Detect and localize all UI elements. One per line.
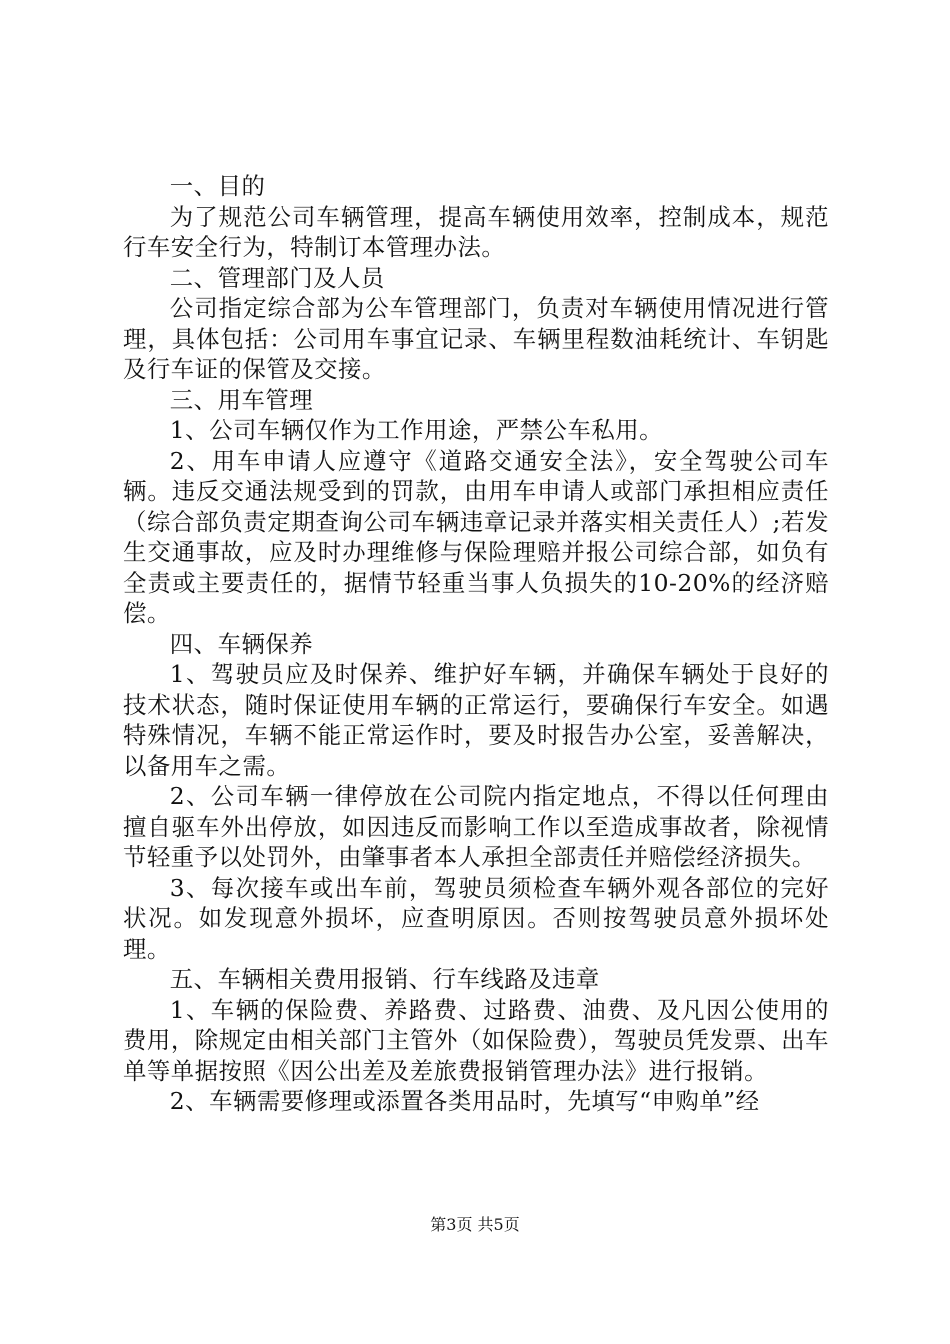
document-body [123,171,829,1117]
paragraph-vehicle-use-1: 1、公司车辆仅作为工作用途，严禁公车私用。 [169,416,663,444]
heading-vehicle-use: 三、用车管理 [169,385,314,414]
paragraph-expenses-2: 2、车辆需要修理或添置各类用品时，先填写“申购单”经 [169,1087,760,1115]
paragraph-purpose: 为了规范公司车辆管理，提高车辆使用效率，控制成本，规范行车安全行为，特制订本管理办法。 [123,202,829,261]
paragraph-management-department: 公司指定综合部为公车管理部门，负责对车辆使用情况进行管理，具体包括：公司用车事宜记录、车辆里程数油耗统计、车钥匙及行车证的保管及交接。 [123,294,829,383]
paragraph-expenses-1: 1、车辆的保险费、养路费、过路费、油费、及凡因公使用的费用，除规定由相关部门主管外（如保险费），驾驶员凭发票、出车单等单据按照《因公出差及差旅费报销管理办法》进行报销。 [123,995,829,1085]
paragraph-vehicle-use-2: 2、用车申请人应遵守《道路交通安全法》，安全驾驶公司车辆。违反交通法规受到的罚款，由用车申请人或部门承担相应责任（综合部负责定期查询公司车辆违章记录并落实相关责任人）;若发生交通事故，应及时办理维修与保险理赔并报公司综合部，如负有全责或主要责任的，据情节轻重当事人负损失的10-20%的经济赔偿。 [123,446,829,627]
heading-vehicle-maintenance: 四、车辆保养 [169,629,314,658]
paragraph-maintenance-1: 1、驾驶员应及时保养、维护好车辆，并确保车辆处于良好的技术状态，随时保证使用车辆的正常运行，要确保行车安全。如遇特殊情况，车辆不能正常运作时，要及时报告办公室，妥善解决，以备用车之需。 [123,660,829,780]
page-number: 第3页 共5页 [430,1215,520,1234]
heading-management-department: 二、管理部门及人员 [169,263,385,292]
heading-expenses: 五、车辆相关费用报销、行车线路及违章 [169,965,600,993]
paragraph-maintenance-2: 2、公司车辆一律停放在公司院内指定地点，不得以任何理由擅自驱车外出停放，如因违反而影响工作以至造成事故者，除视情节轻重予以处罚外，由肇事者本人承担全部责任并赔偿经济损失。 [123,782,829,871]
paragraph-maintenance-3: 3、每次接车或出车前，驾驶员须检查车辆外观各部位的完好状况。如发现意外损坏，应查明原因。否则按驾驶员意外损坏处理。 [123,873,829,963]
heading-purpose: 一、目的 [169,172,266,200]
